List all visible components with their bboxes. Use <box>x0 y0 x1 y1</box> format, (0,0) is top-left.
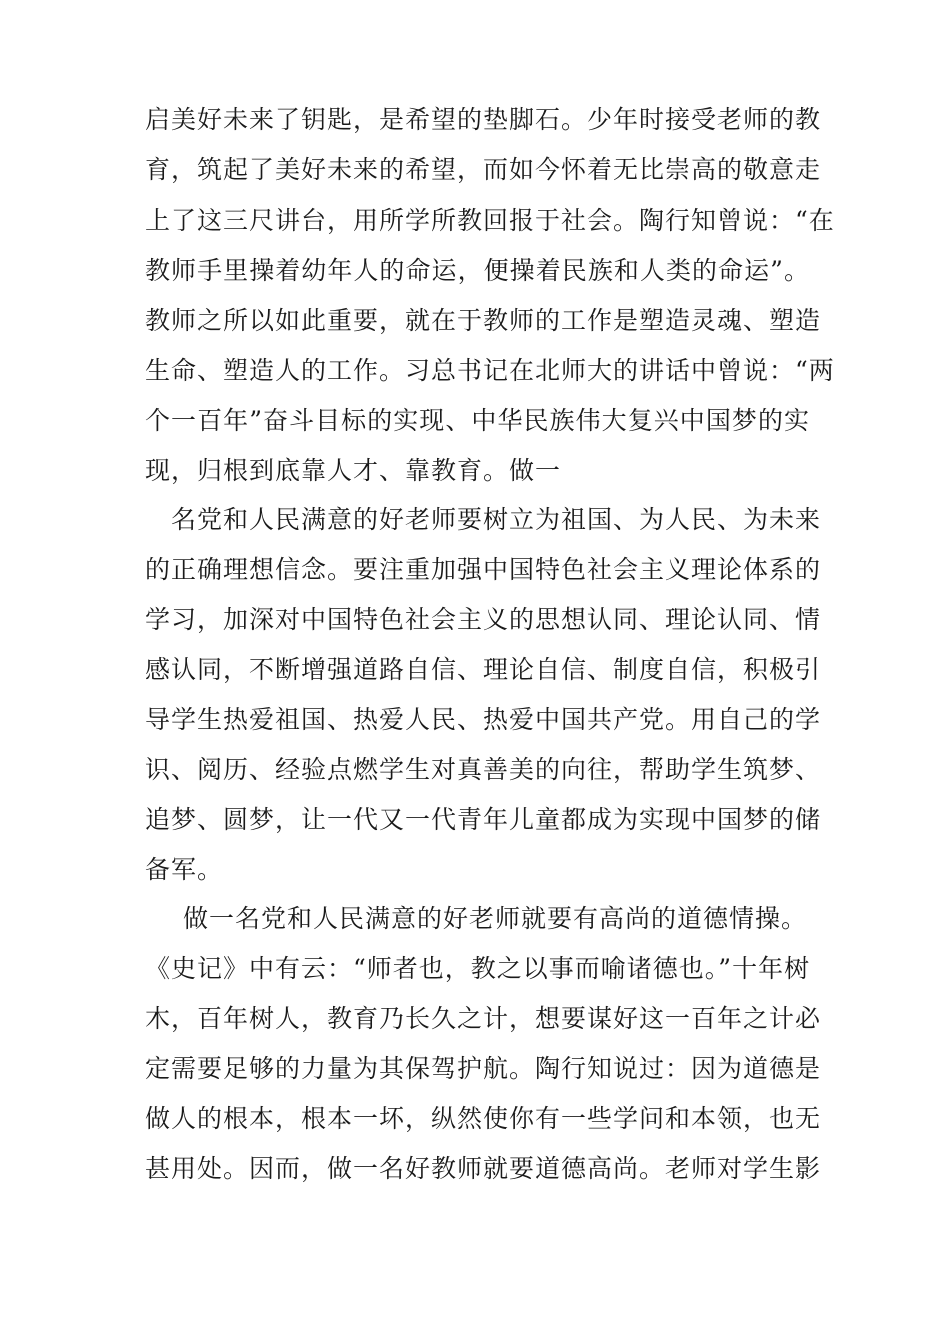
text-line-19: 木，百年树人，教育乃长久之计，想要谋好这一百年之计必 <box>145 1004 822 1033</box>
text-line-14: 识、阅历、经验点燃学生对真善美的向往，帮助学生筑梦、 <box>145 755 822 784</box>
text-line-20: 定需要足够的力量为其保驾护航。陶行知说过：因为道德是 <box>145 1054 822 1083</box>
text-line-5: 教师之所以如此重要，就在于教师的工作是塑造灵魂、塑造 <box>145 306 822 335</box>
text-line-8: 现，归根到底靠人才、靠教育。做一 <box>145 456 562 485</box>
text-line-13: 导学生热爱祖国、热爱人民、热爱中国共产党。用自己的学 <box>145 705 822 734</box>
text-line-18: 《史记》中有云：“师者也，教之以事而喻诸德也。”十年树 <box>145 954 811 983</box>
text-line-12: 感认同，不断增强道路自信、理论自信、制度自信，积极引 <box>145 655 822 684</box>
text-line-6: 生命、塑造人的工作。习总书记在北师大的讲话中曾说：“两 <box>145 356 835 385</box>
text-line-16: 备军。 <box>145 855 224 884</box>
text-line-1: 启美好未来了钥匙，是希望的垫脚石。少年时接受老师的教 <box>145 105 822 134</box>
text-line-2: 育，筑起了美好未来的希望，而如今怀着无比崇高的敬意走 <box>145 155 822 184</box>
text-line-21: 做人的根本，根本一坏，纵然使你有一些学问和本领，也无 <box>145 1104 822 1133</box>
text-line-10: 的正确理想信念。要注重加强中国特色社会主义理论体系的 <box>145 555 822 584</box>
text-line-22: 甚用处。因而，做一名好教师就要道德高尚。老师对学生影 <box>145 1154 822 1183</box>
text-line-9: 名党和人民满意的好老师要树立为祖国、为人民、为未来 <box>171 505 822 534</box>
text-line-4: 教师手里操着幼年人的命运，便操着民族和人类的命运”。 <box>145 256 810 285</box>
text-line-11: 学习，加深对中国特色社会主义的思想认同、理论认同、情 <box>145 605 822 634</box>
text-line-17: 做一名党和人民满意的好老师就要有高尚的道德情操。 <box>183 904 808 933</box>
text-line-3: 上了这三尺讲台，用所学所教回报于社会。陶行知曾说：“在 <box>145 206 835 235</box>
text-line-7: 个一百年”奋斗目标的实现、中华民族伟大复兴中国梦的实 <box>145 406 810 435</box>
text-line-15: 追梦、圆梦，让一代又一代青年儿童都成为实现中国梦的储 <box>145 805 822 834</box>
